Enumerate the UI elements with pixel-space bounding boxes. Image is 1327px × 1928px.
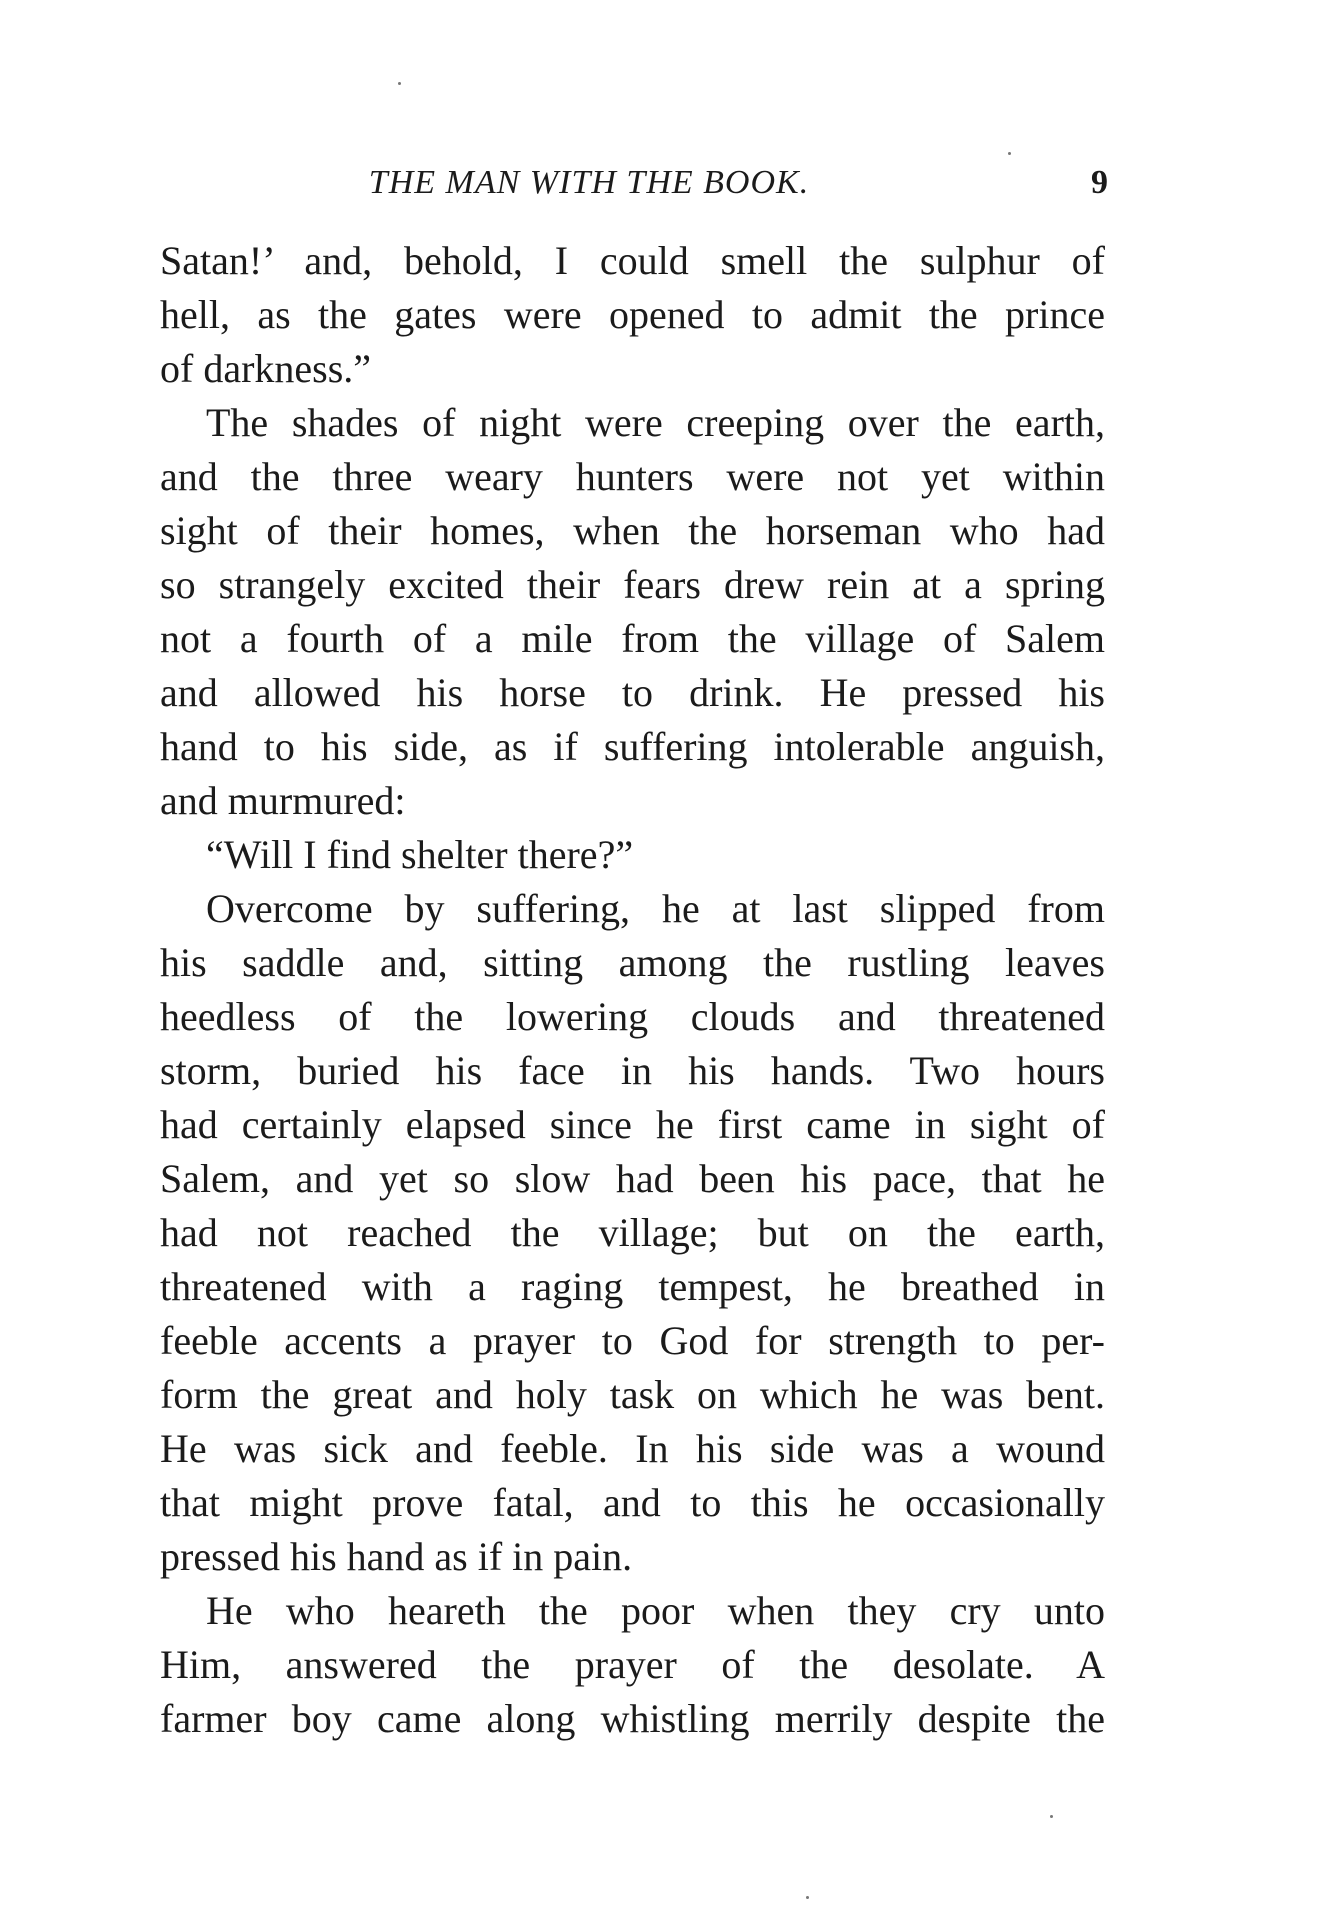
text-line: had not reached the village; but on the earth,: [160, 1210, 1105, 1255]
paper-speck: [1050, 1815, 1053, 1818]
text-line: and murmured:: [160, 778, 406, 823]
text-line: hell, as the gates were opened to admit the prince: [160, 292, 1105, 337]
body-text: [160, 234, 1105, 1746]
text-line: pressed his hand as if in pain.: [160, 1534, 633, 1579]
text-line: sight of their homes, when the horseman who had: [160, 508, 1105, 553]
text-line: that might prove fatal, and to this he occasionally: [160, 1480, 1105, 1525]
text-line: “Will I find shelter there?”: [206, 832, 634, 877]
text-line: heedless of the lowering clouds and threatened: [160, 994, 1105, 1039]
text-line: Him, answered the prayer of the desolate. A: [160, 1642, 1105, 1687]
paper-speck: [1008, 152, 1011, 155]
page-number: 9: [1091, 164, 1108, 201]
text-line: Salem, and yet so slow had been his pace, that he: [160, 1156, 1105, 1201]
text-line: hand to his side, as if suffering intolerable anguish,: [160, 724, 1105, 769]
text-line: so strangely excited their fears drew rein at a spring: [160, 562, 1105, 607]
text-line: Overcome by suffering, he at last slipped from: [206, 886, 1105, 931]
running-title-text: THE MAN WITH THE BOOK.: [368, 164, 810, 201]
running-head: [160, 158, 1108, 208]
text-line: farmer boy came along whistling merrily despite the: [160, 1696, 1105, 1741]
text-line: and allowed his horse to drink. He pressed his: [160, 670, 1105, 715]
text-line: The shades of night were creeping over the earth,: [206, 400, 1105, 445]
text-line: and the three weary hunters were not yet within: [160, 454, 1105, 499]
text-line: form the great and holy task on which he was bent.: [160, 1372, 1105, 1417]
text-line: He was sick and feeble. In his side was a wound: [160, 1426, 1105, 1471]
text-line: Satan!’ and, behold, I could smell the sulphur of: [160, 238, 1105, 283]
text-line: He who heareth the poor when they cry unto: [206, 1588, 1105, 1633]
text-line: feeble accents a prayer to God for strength to per-: [160, 1318, 1105, 1363]
paper-speck: [398, 82, 401, 85]
text-line: not a fourth of a mile from the village of Salem: [160, 616, 1105, 661]
running-title: [160, 158, 1108, 208]
text-line: had certainly elapsed since he first came in sight of: [160, 1102, 1105, 1147]
paper-speck: [806, 1896, 809, 1899]
text-line: threatened with a raging tempest, he breathed in: [160, 1264, 1105, 1309]
text-line: storm, buried his face in his hands. Two hours: [160, 1048, 1105, 1093]
text-line: of darkness.”: [160, 346, 372, 391]
text-line: his saddle and, sitting among the rustling leaves: [160, 940, 1105, 985]
